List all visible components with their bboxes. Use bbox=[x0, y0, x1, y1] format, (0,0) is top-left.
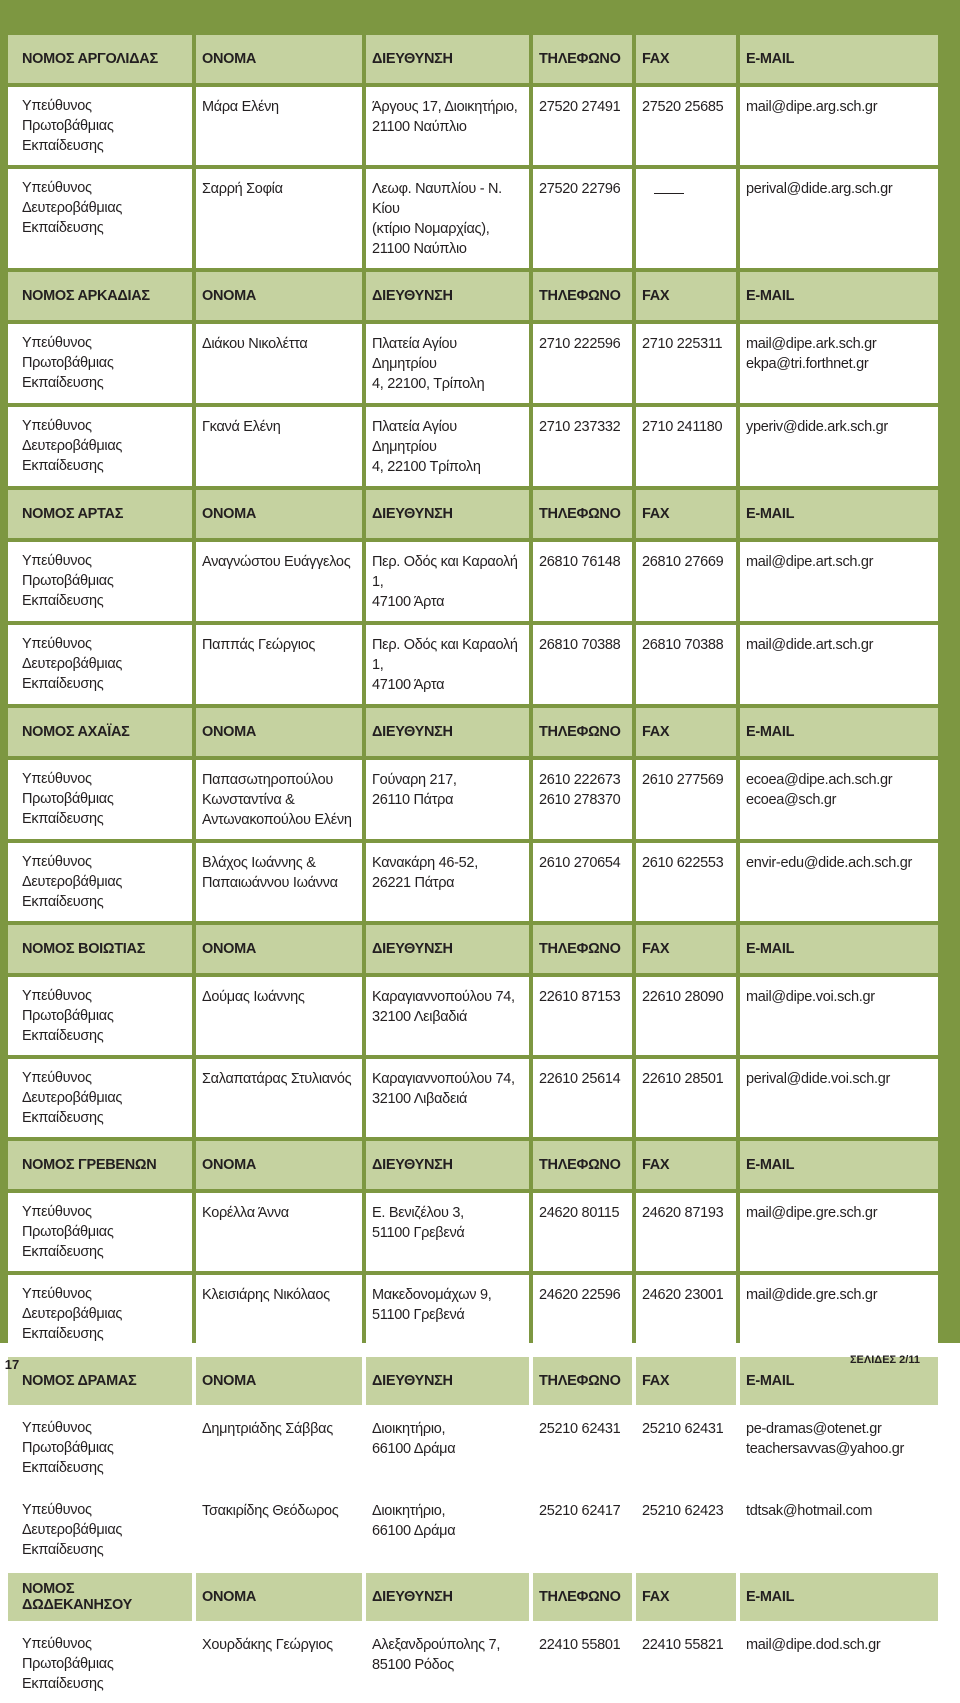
cell-role bbox=[8, 625, 192, 704]
cell-address bbox=[366, 760, 529, 839]
header-fax: FAX bbox=[636, 272, 736, 320]
cell-fax bbox=[636, 169, 736, 268]
cell-fax bbox=[636, 977, 736, 1055]
section-title: ΝΟΜΟΣ ΔΡΑΜΑΣ bbox=[8, 1357, 192, 1405]
cell-phone bbox=[533, 1491, 632, 1569]
header-email: E-MAIL bbox=[740, 925, 938, 973]
name-line: Χουρδάκης Γεώργιος bbox=[202, 1637, 333, 1653]
cell-address bbox=[366, 87, 529, 165]
cell-email bbox=[740, 625, 938, 704]
cell-address bbox=[366, 324, 529, 403]
address-line: Περ. Οδός και Καραολή 1, bbox=[372, 637, 518, 673]
cell-role bbox=[8, 843, 192, 921]
address-line: Διοικητήριο, bbox=[372, 1503, 446, 1519]
cell-phone bbox=[533, 760, 632, 839]
role-line: Υπεύθυνος Πρωτοβάθμιας bbox=[22, 335, 114, 371]
address-line: Αλεξανδρούπολης 7, bbox=[372, 1637, 501, 1653]
address-line: Περ. Οδός και Καραολή 1, bbox=[372, 554, 518, 590]
email-line: mail@dipe.ark.sch.gr bbox=[746, 336, 877, 352]
phone-line: 25210 62417 bbox=[539, 1503, 621, 1519]
cell-name bbox=[196, 87, 362, 165]
cell-role bbox=[8, 1491, 192, 1569]
fax-line: 22610 28501 bbox=[642, 1071, 724, 1087]
header-name: ΟΝΟΜΑ bbox=[196, 35, 362, 83]
phone-line: 25210 62431 bbox=[539, 1421, 621, 1437]
header-phone: ΤΗΛΕΦΩΝΟ bbox=[533, 1141, 632, 1189]
cell-name bbox=[196, 169, 362, 268]
address-line: 4, 22100 Τρίπολη bbox=[372, 459, 481, 475]
section-title: ΝΟΜΟΣ ΑΡΤΑΣ bbox=[8, 490, 192, 538]
email-line: teachersavvas@yahoo.gr bbox=[746, 1441, 905, 1457]
phone-line: 22410 55801 bbox=[539, 1637, 621, 1653]
role-line: Εκπαίδευσης bbox=[22, 220, 104, 236]
phone-line: 26810 70388 bbox=[539, 637, 621, 653]
role-line: Εκπαίδευσης bbox=[22, 1460, 104, 1476]
email-line: mail@dipe.dod.sch.gr bbox=[746, 1637, 881, 1653]
cell-role bbox=[8, 1193, 192, 1271]
email-line: ecoea@dipe.ach.sch.gr bbox=[746, 772, 893, 788]
address-line: Γούναρη 217, bbox=[372, 772, 457, 788]
header-address: ΔΙΕΥΘΥΝΣΗ bbox=[366, 1357, 529, 1405]
cell-name bbox=[196, 760, 362, 839]
role-line: Εκπαίδευσης bbox=[22, 1244, 104, 1260]
address-line: Άργους 17, Διοικητήριο, bbox=[372, 99, 518, 115]
email-line: mail@dipe.voi.sch.gr bbox=[746, 989, 875, 1005]
cell-email bbox=[740, 1193, 938, 1271]
cell-phone bbox=[533, 87, 632, 165]
cell-role bbox=[8, 1275, 192, 1353]
no-fax-dash bbox=[654, 193, 684, 194]
phone-line: 2710 222596 bbox=[539, 336, 621, 352]
header-address: ΔΙΕΥΘΥΝΣΗ bbox=[366, 35, 529, 83]
role-line: Υπεύθυνος Δευτεροβάθμιας bbox=[22, 1502, 123, 1538]
section-title: ΝΟΜΟΣ ΑΡΓΟΛΙΔΑΣ bbox=[8, 35, 192, 83]
cell-email bbox=[740, 977, 938, 1055]
name-line: Βλάχος Ιωάννης & bbox=[202, 855, 316, 871]
cell-address bbox=[366, 977, 529, 1055]
address-line: Πλατεία Αγίου Δημητρίου bbox=[372, 419, 457, 455]
role-line: Εκπαίδευσης bbox=[22, 894, 104, 910]
cell-fax bbox=[636, 1409, 736, 1487]
header-email: E-MAIL bbox=[740, 1357, 938, 1405]
email-line: pe-dramas@otenet.gr bbox=[746, 1421, 882, 1437]
cell-role bbox=[8, 87, 192, 165]
header-fax: FAX bbox=[636, 490, 736, 538]
cell-role bbox=[8, 169, 192, 268]
role-line: Υπεύθυνος Πρωτοβάθμιας bbox=[22, 98, 114, 134]
cell-role bbox=[8, 542, 192, 621]
name-line: Αναγνώστου Ευάγγελος bbox=[202, 554, 351, 570]
phone-line: 2610 270654 bbox=[539, 855, 621, 871]
cell-phone bbox=[533, 977, 632, 1055]
address-line: Πλατεία Αγίου Δημητρίου bbox=[372, 336, 457, 372]
role-line: Υπεύθυνος Δευτεροβάθμιας bbox=[22, 854, 123, 890]
address-line: 47100 Άρτα bbox=[372, 677, 445, 693]
cell-name bbox=[196, 1625, 362, 1703]
header-phone: ΤΗΛΕΦΩΝΟ bbox=[533, 35, 632, 83]
header-phone: ΤΗΛΕΦΩΝΟ bbox=[533, 708, 632, 756]
cell-role bbox=[8, 977, 192, 1055]
cell-email bbox=[740, 169, 938, 268]
header-name: ΟΝΟΜΑ bbox=[196, 272, 362, 320]
cell-email bbox=[740, 760, 938, 839]
cell-fax bbox=[636, 1625, 736, 1703]
header-email: E-MAIL bbox=[740, 35, 938, 83]
contacts-table bbox=[8, 35, 936, 1703]
cell-name bbox=[196, 843, 362, 921]
cell-address bbox=[366, 1193, 529, 1271]
role-line: Εκπαίδευσης bbox=[22, 676, 104, 692]
phone-line: 27520 27491 bbox=[539, 99, 621, 115]
email-line: perival@dide.arg.sch.gr bbox=[746, 181, 893, 197]
header-fax: FAX bbox=[636, 708, 736, 756]
cell-phone bbox=[533, 1625, 632, 1703]
role-line: Υπεύθυνος Πρωτοβάθμιας bbox=[22, 771, 114, 807]
role-line: Υπεύθυνος Πρωτοβάθμιας bbox=[22, 988, 114, 1024]
fax-line: 25210 62423 bbox=[642, 1503, 724, 1519]
header-address: ΔΙΕΥΘΥΝΣΗ bbox=[366, 1573, 529, 1621]
cell-phone bbox=[533, 1193, 632, 1271]
header-phone: ΤΗΛΕΦΩΝΟ bbox=[533, 1573, 632, 1621]
role-line: Υπεύθυνος Πρωτοβάθμιας bbox=[22, 553, 114, 589]
address-line: 85100 Ρόδος bbox=[372, 1657, 454, 1673]
address-line: 32100 Λειβαδιά bbox=[372, 1009, 468, 1025]
cell-fax bbox=[636, 843, 736, 921]
header-name: ΟΝΟΜΑ bbox=[196, 925, 362, 973]
cell-name bbox=[196, 977, 362, 1055]
section-title: ΝΟΜΟΣ ΒΟΙΩΤΙΑΣ bbox=[8, 925, 192, 973]
header-fax: FAX bbox=[636, 1573, 736, 1621]
section-title: ΝΟΜΟΣ ΔΩΔΕΚΑΝΗΣΟΥ bbox=[8, 1573, 192, 1621]
cell-address bbox=[366, 843, 529, 921]
email-line: tdtsak@hotmail.com bbox=[746, 1503, 873, 1519]
phone-line: 26810 76148 bbox=[539, 554, 621, 570]
role-line: Υπεύθυνος Δευτεροβάθμιας bbox=[22, 1286, 123, 1322]
header-name: ΟΝΟΜΑ bbox=[196, 708, 362, 756]
header-name: ΟΝΟΜΑ bbox=[196, 1357, 362, 1405]
fax-line: 2710 241180 bbox=[642, 419, 723, 435]
address-line: 32100 Λιβαδειά bbox=[372, 1091, 468, 1107]
cell-address bbox=[366, 1275, 529, 1353]
email-line: mail@dipe.gre.sch.gr bbox=[746, 1205, 878, 1221]
phone-line: 22610 87153 bbox=[539, 989, 621, 1005]
header-name: ΟΝΟΜΑ bbox=[196, 1141, 362, 1189]
cell-fax bbox=[636, 760, 736, 839]
cell-phone bbox=[533, 1275, 632, 1353]
header-phone: ΤΗΛΕΦΩΝΟ bbox=[533, 925, 632, 973]
header-name: ΟΝΟΜΑ bbox=[196, 490, 362, 538]
header-name: ΟΝΟΜΑ bbox=[196, 1573, 362, 1621]
phone-line: 2610 278370 bbox=[539, 792, 621, 808]
cell-phone bbox=[533, 542, 632, 621]
name-line: Αντωνακοπούλου Ελένη bbox=[202, 812, 352, 828]
header-address: ΔΙΕΥΘΥΝΣΗ bbox=[366, 1141, 529, 1189]
fax-line: 2610 622553 bbox=[642, 855, 724, 871]
email-line: perival@dide.voi.sch.gr bbox=[746, 1071, 891, 1087]
address-line: 66100 Δράμα bbox=[372, 1523, 456, 1539]
cell-name bbox=[196, 1275, 362, 1353]
cell-phone bbox=[533, 324, 632, 403]
cell-name bbox=[196, 1059, 362, 1137]
email-line: ecoea@sch.gr bbox=[746, 792, 837, 808]
phone-line: 2710 237332 bbox=[539, 419, 621, 435]
cell-phone bbox=[533, 169, 632, 268]
header-email: E-MAIL bbox=[740, 1573, 938, 1621]
pages-label: ΣΕΛΙΔΕΣ 2/11 bbox=[849, 1354, 920, 1366]
cell-email bbox=[740, 1275, 938, 1353]
cell-name bbox=[196, 1193, 362, 1271]
phone-line: 24620 80115 bbox=[539, 1205, 620, 1221]
cell-role bbox=[8, 1625, 192, 1703]
email-line: mail@dide.art.sch.gr bbox=[746, 637, 874, 653]
cell-email bbox=[740, 1059, 938, 1137]
role-line: Υπεύθυνος Πρωτοβάθμιας bbox=[22, 1636, 114, 1672]
role-line: Υπεύθυνος Πρωτοβάθμιας bbox=[22, 1204, 114, 1240]
role-line: Εκπαίδευσης bbox=[22, 811, 104, 827]
name-line: Διάκου Νικολέττα bbox=[202, 336, 308, 352]
address-line: Καραγιαννοπούλου 74, bbox=[372, 1071, 515, 1087]
address-line: Κανακάρη 46-52, bbox=[372, 855, 478, 871]
cell-address bbox=[366, 407, 529, 486]
role-line: Εκπαίδευσης bbox=[22, 1542, 104, 1558]
cell-phone bbox=[533, 625, 632, 704]
email-line: ekpa@tri.forthnet.gr bbox=[746, 356, 869, 372]
cell-fax bbox=[636, 1059, 736, 1137]
fax-line: 22410 55821 bbox=[642, 1637, 724, 1653]
cell-fax bbox=[636, 87, 736, 165]
cell-fax bbox=[636, 542, 736, 621]
fax-line: 26810 27669 bbox=[642, 554, 724, 570]
address-line: 47100 Άρτα bbox=[372, 594, 445, 610]
header-email: E-MAIL bbox=[740, 272, 938, 320]
cell-phone bbox=[533, 1409, 632, 1487]
cell-email bbox=[740, 407, 938, 486]
email-line: yperiv@dide.ark.sch.gr bbox=[746, 419, 888, 435]
cell-phone bbox=[533, 1059, 632, 1137]
cell-role bbox=[8, 1059, 192, 1137]
cell-email bbox=[740, 1409, 938, 1487]
cell-email bbox=[740, 542, 938, 621]
role-line: Εκπαίδευσης bbox=[22, 1326, 104, 1342]
cell-fax bbox=[636, 324, 736, 403]
header-phone: ΤΗΛΕΦΩΝΟ bbox=[533, 272, 632, 320]
cell-fax bbox=[636, 407, 736, 486]
role-line: Εκπαίδευσης bbox=[22, 458, 104, 474]
fax-line: 25210 62431 bbox=[642, 1421, 724, 1437]
address-line: 26221 Πάτρα bbox=[372, 875, 455, 891]
cell-fax bbox=[636, 1193, 736, 1271]
page-number: 17 bbox=[4, 1357, 20, 1372]
role-line: Εκπαίδευσης bbox=[22, 593, 104, 609]
section-title: ΝΟΜΟΣ ΑΧΑΪΑΣ bbox=[8, 708, 192, 756]
address-line: Καραγιαννοπούλου 74, bbox=[372, 989, 515, 1005]
fax-line: 22610 28090 bbox=[642, 989, 724, 1005]
header-address: ΔΙΕΥΘΥΝΣΗ bbox=[366, 490, 529, 538]
cell-email bbox=[740, 1625, 938, 1703]
cell-phone bbox=[533, 407, 632, 486]
address-line: (κτίριο Νομαρχίας), bbox=[372, 221, 490, 237]
header-address: ΔΙΕΥΘΥΝΣΗ bbox=[366, 272, 529, 320]
cell-email bbox=[740, 1491, 938, 1569]
cell-name bbox=[196, 625, 362, 704]
phone-line: 2610 222673 bbox=[539, 772, 621, 788]
name-line: Γκανά Ελένη bbox=[202, 419, 281, 435]
role-line: Υπεύθυνος Δευτεροβάθμιας bbox=[22, 180, 123, 216]
phone-line: 22610 25614 bbox=[539, 1071, 621, 1087]
email-line: envir-edu@dide.ach.sch.gr bbox=[746, 855, 913, 871]
header-fax: FAX bbox=[636, 1357, 736, 1405]
phone-line: 24620 22596 bbox=[539, 1287, 621, 1303]
header-email: E-MAIL bbox=[740, 490, 938, 538]
cell-role bbox=[8, 324, 192, 403]
name-line: Σαλαπατάρας Στυλιανός bbox=[202, 1071, 352, 1087]
name-line: Παπαιωάννου Ιωάννα bbox=[202, 875, 338, 891]
role-line: Εκπαίδευσης bbox=[22, 1110, 104, 1126]
header-fax: FAX bbox=[636, 35, 736, 83]
cell-role bbox=[8, 407, 192, 486]
name-line: Κλεισιάρης Νικόλαος bbox=[202, 1287, 330, 1303]
cell-fax bbox=[636, 625, 736, 704]
cell-address bbox=[366, 625, 529, 704]
cell-name bbox=[196, 1491, 362, 1569]
name-line: Δημητριάδης Σάββας bbox=[202, 1421, 333, 1437]
address-line: Λεωφ. Ναυπλίου - Ν. Κίου bbox=[372, 181, 502, 217]
phone-line: 27520 22796 bbox=[539, 181, 621, 197]
role-line: Εκπαίδευσης bbox=[22, 1028, 104, 1044]
cell-name bbox=[196, 542, 362, 621]
section-title: ΝΟΜΟΣ ΓΡΕΒΕΝΩΝ bbox=[8, 1141, 192, 1189]
name-line: Παπασωτηροπούλου bbox=[202, 772, 334, 788]
name-line: Σαρρή Σοφία bbox=[202, 181, 283, 197]
role-line: Υπεύθυνος Δευτεροβάθμιας bbox=[22, 418, 123, 454]
header-email: E-MAIL bbox=[740, 1141, 938, 1189]
address-line: 26110 Πάτρα bbox=[372, 792, 454, 808]
header-fax: FAX bbox=[636, 925, 736, 973]
cell-address bbox=[366, 1409, 529, 1487]
address-line: 4, 22100, Τρίπολη bbox=[372, 376, 485, 392]
cell-fax bbox=[636, 1275, 736, 1353]
address-line: 51100 Γρεβενά bbox=[372, 1225, 465, 1241]
email-line: mail@dide.gre.sch.gr bbox=[746, 1287, 878, 1303]
address-line: 66100 Δράμα bbox=[372, 1441, 456, 1457]
header-address: ΔΙΕΥΘΥΝΣΗ bbox=[366, 925, 529, 973]
cell-address bbox=[366, 1625, 529, 1703]
name-line: Δούμας Ιωάννης bbox=[202, 989, 305, 1005]
role-line: Υπεύθυνος Δευτεροβάθμιας bbox=[22, 1070, 123, 1106]
name-line: Κορέλλα Άννα bbox=[202, 1205, 289, 1221]
fax-line: 2710 225311 bbox=[642, 336, 723, 352]
role-line: Εκπαίδευσης bbox=[22, 138, 104, 154]
role-line: Υπεύθυνος Δευτεροβάθμιας bbox=[22, 636, 123, 672]
cell-address bbox=[366, 542, 529, 621]
fax-line: 24620 87193 bbox=[642, 1205, 724, 1221]
address-line: 51100 Γρεβενά bbox=[372, 1307, 465, 1323]
address-line: 21100 Ναύπλιο bbox=[372, 241, 467, 257]
cell-name bbox=[196, 407, 362, 486]
role-line: Εκπαίδευσης bbox=[22, 1676, 104, 1692]
header-address: ΔΙΕΥΘΥΝΣΗ bbox=[366, 708, 529, 756]
header-phone: ΤΗΛΕΦΩΝΟ bbox=[533, 1357, 632, 1405]
address-line: 21100 Ναύπλιο bbox=[372, 119, 467, 135]
cell-fax bbox=[636, 1491, 736, 1569]
cell-address bbox=[366, 169, 529, 268]
cell-name bbox=[196, 1409, 362, 1487]
cell-email bbox=[740, 87, 938, 165]
cell-email bbox=[740, 843, 938, 921]
fax-line: 26810 70388 bbox=[642, 637, 724, 653]
header-email: E-MAIL bbox=[740, 708, 938, 756]
name-line: Τσακιρίδης Θεόδωρος bbox=[202, 1503, 339, 1519]
name-line: Παππάς Γεώργιος bbox=[202, 637, 316, 653]
name-line: Μάρα Ελένη bbox=[202, 99, 279, 115]
role-line: Εκπαίδευσης bbox=[22, 375, 104, 391]
cell-email bbox=[740, 324, 938, 403]
cell-role bbox=[8, 760, 192, 839]
section-title: ΝΟΜΟΣ ΑΡΚΑΔΙΑΣ bbox=[8, 272, 192, 320]
fax-line: 24620 23001 bbox=[642, 1287, 724, 1303]
address-line: Ε. Βενιζέλου 3, bbox=[372, 1205, 464, 1221]
cell-role bbox=[8, 1409, 192, 1487]
email-line: mail@dipe.arg.sch.gr bbox=[746, 99, 878, 115]
fax-line: 2610 277569 bbox=[642, 772, 724, 788]
address-line: Μακεδονομάχων 9, bbox=[372, 1287, 492, 1303]
email-line: mail@dipe.art.sch.gr bbox=[746, 554, 874, 570]
name-line: Κωνσταντίνα & bbox=[202, 792, 295, 808]
address-line: Διοικητήριο, bbox=[372, 1421, 446, 1437]
role-line: Υπεύθυνος Πρωτοβάθμιας bbox=[22, 1420, 114, 1456]
header-phone: ΤΗΛΕΦΩΝΟ bbox=[533, 490, 632, 538]
header-fax: FAX bbox=[636, 1141, 736, 1189]
cell-address bbox=[366, 1059, 529, 1137]
cell-phone bbox=[533, 843, 632, 921]
cell-name bbox=[196, 324, 362, 403]
cell-address bbox=[366, 1491, 529, 1569]
fax-line: 27520 25685 bbox=[642, 99, 724, 115]
